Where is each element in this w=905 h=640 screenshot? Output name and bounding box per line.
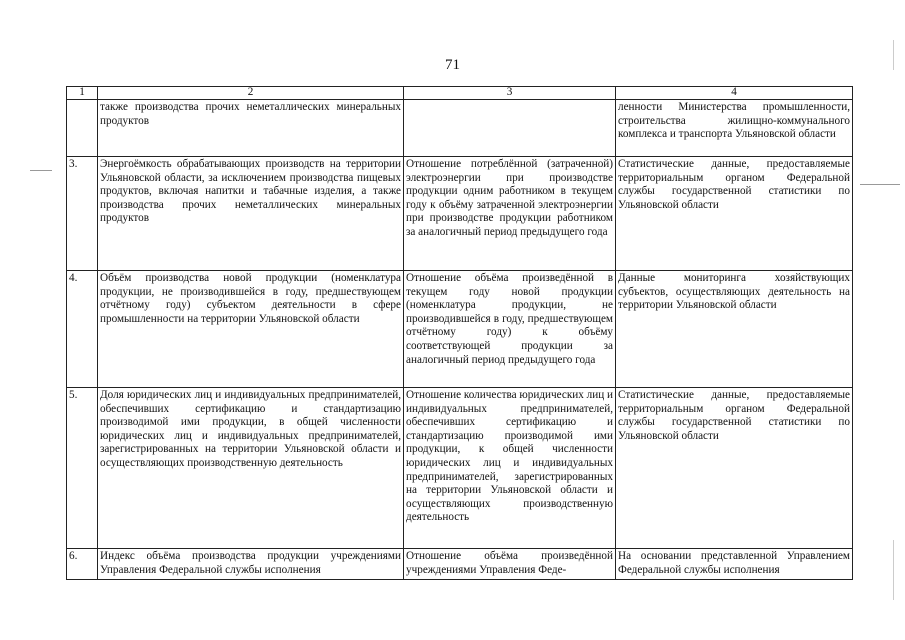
source-cell: На основании представленной Управлением Федеральной службы исполнения [616,549,853,580]
method-cell: Отношение объёма произведённой в текущем году новой продукции (номенклатура продукции, не производившейся в году, предшествующем отчётному году) к объёму соответствующей продукции за аналогичный период предыдущего года [404,271,616,388]
indicator-cell: Объём производства новой продукции (номенклатура продукции, не производившейся в году, предшествующем отчётному году) субъектом деятельности в сфере промышленности на территории Ульяновской области [98,271,404,388]
page-number: 71 [445,57,460,73]
row-number: 6. [67,549,98,580]
method-cell: Отношение объёма произведённой учреждениями Управления Феде- [404,549,616,580]
method-cell [404,100,616,157]
table-row [67,271,853,388]
indicator-cell: Индекс объёма производства продукции учреждениями Управления Федеральной службы исполнения [98,549,404,580]
source-cell: Статистические данные, предоставляемые территориальным органом Федеральной службы государственной статистики по Ульяновской области [616,157,853,271]
table-row [67,157,853,271]
column-header: 1 [67,87,98,100]
row-number: 5. [67,388,98,549]
row-number: 3. [67,157,98,271]
scan-mark-right [860,184,900,185]
table-row [67,100,853,157]
method-cell: Отношение потреблённой (затраченной) электроэнергии при производстве продукции одним работником в текущем году к объёму затраченной электроэнергии при производстве продукции работником за аналогичный период предыдущего года [404,157,616,271]
table-row [67,549,853,580]
source-cell: Статистические данные, предоставляемые территориальным органом Федеральной службы государственной статистики по Ульяновской области [616,388,853,549]
scan-mark-edge [893,540,894,600]
indicators-table [66,86,853,580]
table-row [67,388,853,549]
source-cell: ленности Министерства промышленности, строительства жилищно-коммунального комплекса и транспорта Ульяновской области [616,100,853,157]
scan-mark-left [30,170,52,171]
indicator-cell: также производства прочих неметаллических минеральных продуктов [98,100,404,157]
source-cell: Данные мониторинга хозяйствующих субъектов, осуществляющих деятельность на территории Ульяновской области [616,271,853,388]
scan-mark-edge [893,40,894,70]
column-header: 4 [616,87,853,100]
row-number [67,100,98,157]
indicator-cell: Доля юридических лиц и индивидуальных предпринимателей, обеспечивших сертификацию и стандартизацию производимой ими продукции, в общей численности юридических лиц и индивидуальных предпринимателей, зарегистрированных на территории Ульяновской области и осуществляющих производственную деятельность [98,388,404,549]
method-cell: Отношение количества юридических лиц и индивидуальных предпринимателей, обеспечивших сертификацию и стандартизацию производимой ими продукции, к общей численности юридических лиц и индивидуальных предпринимателей, зарегистрированных на территории Ульяновской области и осуществляющих производственную деятельность [404,388,616,549]
column-header: 2 [98,87,404,100]
indicator-cell: Энергоёмкость обрабатывающих производств на территории Ульяновской области, за исключением производства пищевых продуктов, включая напитки и табачные изделия, а также производства прочих неметаллических минеральных продуктов [98,157,404,271]
column-header: 3 [404,87,616,100]
row-number: 4. [67,271,98,388]
table-header-row [67,87,853,100]
